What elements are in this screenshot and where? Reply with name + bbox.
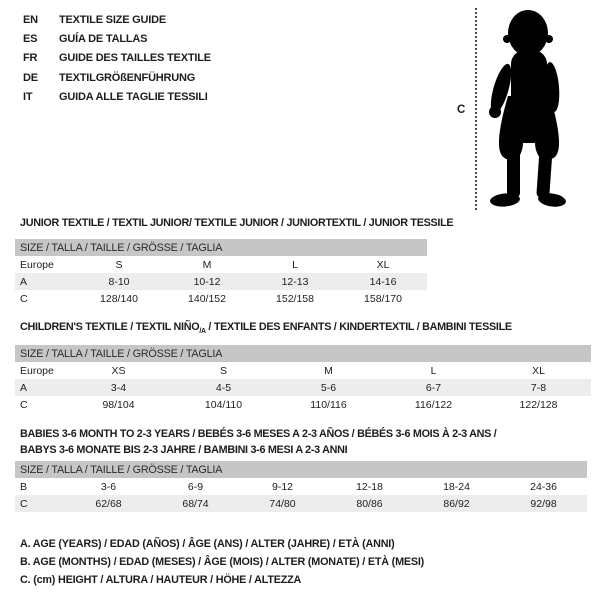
height-cell: 116/122 bbox=[414, 398, 453, 411]
junior-table-title: JUNIOR TEXTILE / TEXTIL JUNIOR/ TEXTILE JUNIOR / JUNIORTEXTIL / JUNIOR TESSILE bbox=[20, 217, 454, 229]
table-row bbox=[15, 379, 591, 396]
height-cell: 110/116 bbox=[310, 398, 347, 411]
row-label: A bbox=[20, 275, 28, 288]
note-height-cm: C. (cm) HEIGHT / ALTURA / HAUTEUR / HÖHE / ALTEZZA bbox=[20, 574, 302, 587]
age-cell: 9-12 bbox=[271, 480, 293, 493]
height-cell: 86/92 bbox=[443, 497, 470, 510]
children-size-table bbox=[15, 345, 591, 413]
age-cell: 24-36 bbox=[530, 480, 557, 493]
language-code: IT bbox=[23, 91, 33, 104]
size-cell: S bbox=[219, 364, 227, 377]
age-cell: 7-8 bbox=[530, 381, 547, 394]
height-dotted-line bbox=[475, 8, 477, 210]
age-cell: 6-9 bbox=[187, 480, 204, 493]
height-cell: 128/140 bbox=[100, 292, 138, 305]
size-cell: M bbox=[202, 258, 212, 271]
table-row bbox=[15, 478, 587, 495]
age-cell: 18-24 bbox=[443, 480, 470, 493]
height-cell: 140/152 bbox=[188, 292, 226, 305]
age-cell: 8-10 bbox=[108, 275, 130, 288]
size-header: SIZE / TALLA / TAILLE / GRÖSSE / TAGLIA bbox=[15, 345, 591, 362]
size-cell: XL bbox=[376, 258, 390, 271]
row-label: Europe bbox=[20, 364, 54, 377]
size-cell: XL bbox=[532, 364, 545, 377]
row-label: C bbox=[20, 497, 28, 510]
note-age-years: A. AGE (YEARS) / EDAD (AÑOS) / ÂGE (ANS) / ALTER (JAHRE) / ETÀ (ANNI) bbox=[20, 538, 395, 550]
size-header: SIZE / TALLA / TAILLE / GRÖSSE / TAGLIA bbox=[15, 461, 587, 478]
height-cell: 122/128 bbox=[519, 398, 558, 411]
row-label: C bbox=[20, 292, 28, 305]
language-row bbox=[23, 29, 211, 48]
language-code: EN bbox=[23, 13, 38, 26]
height-cell: 74/80 bbox=[269, 497, 296, 510]
row-label: A bbox=[20, 381, 28, 394]
age-cell: 5-6 bbox=[320, 381, 337, 394]
language-code: FR bbox=[23, 52, 38, 65]
table-row bbox=[15, 362, 591, 379]
age-cell: 3-4 bbox=[110, 381, 127, 394]
age-cell: 12-18 bbox=[356, 480, 383, 493]
children-title-pre: CHILDREN'S TEXTILE / TEXTIL NIÑO bbox=[20, 321, 200, 333]
guide-title-es: GUÍA DE TALLAS bbox=[59, 33, 148, 46]
height-measure-label: C bbox=[457, 104, 466, 116]
age-cell: 12-13 bbox=[281, 275, 309, 288]
table-row bbox=[15, 396, 591, 413]
language-code: DE bbox=[23, 71, 38, 84]
row-label: B bbox=[20, 480, 28, 493]
row-label: C bbox=[20, 398, 28, 411]
size-cell: M bbox=[324, 364, 333, 377]
guide-title-it: GUIDA ALLE TAGLIE TESSILI bbox=[59, 91, 208, 104]
guide-title-en: TEXTILE SIZE GUIDE bbox=[59, 13, 167, 26]
table-row bbox=[15, 290, 427, 307]
babies-size-table bbox=[15, 461, 587, 512]
guide-title-fr: GUIDE DES TAILLES TEXTILE bbox=[59, 52, 211, 65]
size-cell: L bbox=[430, 364, 437, 377]
height-cell: 92/98 bbox=[530, 497, 557, 510]
size-cell: S bbox=[115, 258, 123, 271]
language-row bbox=[23, 88, 211, 107]
children-table-title bbox=[20, 321, 512, 335]
size-cell: L bbox=[292, 258, 298, 271]
legend-notes bbox=[20, 535, 424, 590]
height-cell: 68/74 bbox=[182, 497, 209, 510]
guide-title-de: TEXTILGRÖßENFÜHRUNG bbox=[59, 71, 196, 84]
note-age-months: B. AGE (MONTHS) / EDAD (MESES) / ÂGE (MOIS) / ALTER (MONATE) / ETÀ (MESI) bbox=[20, 556, 425, 569]
age-cell: 10-12 bbox=[193, 275, 221, 288]
age-cell: 4-5 bbox=[215, 381, 232, 394]
age-cell: 3-6 bbox=[100, 480, 117, 493]
junior-size-table bbox=[15, 239, 427, 307]
table-row bbox=[15, 495, 587, 512]
children-title-sub: /A bbox=[199, 328, 206, 336]
height-cell: 62/68 bbox=[95, 497, 122, 510]
table-row bbox=[15, 273, 427, 290]
language-row bbox=[23, 68, 211, 87]
height-cell: 80/86 bbox=[356, 497, 383, 510]
babies-table-title bbox=[20, 426, 496, 458]
language-row bbox=[23, 49, 211, 68]
language-title-list bbox=[23, 10, 211, 107]
row-label: Europe bbox=[20, 258, 54, 271]
table-row bbox=[15, 256, 427, 273]
size-cell: XS bbox=[111, 364, 126, 377]
babies-title-line-1: BABIES 3-6 MONTH TO 2-3 YEARS / BEBÉS 3-6 MESES A 2-3 AÑOS / BÉBÉS 3-6 MOIS À 2-3 ANS / bbox=[20, 428, 497, 440]
age-cell: 14-16 bbox=[369, 275, 397, 288]
language-row bbox=[23, 10, 211, 29]
height-cell: 158/170 bbox=[364, 292, 402, 305]
age-cell: 6-7 bbox=[425, 381, 442, 394]
children-title-post: / TEXTILE DES ENFANTS / KINDERTEXTIL / BAMBINI TESSILE bbox=[205, 321, 512, 333]
language-code: ES bbox=[23, 33, 38, 46]
babies-title-line-2: BABYS 3-6 MONATE BIS 2-3 JAHRE / BAMBINI 3-6 MESI A 2-3 ANNI bbox=[20, 444, 348, 456]
height-cell: 98/104 bbox=[102, 398, 135, 411]
toddler-silhouette-icon bbox=[486, 8, 572, 208]
size-header: SIZE / TALLA / TAILLE / GRÖSSE / TAGLIA bbox=[15, 239, 427, 256]
height-cell: 152/158 bbox=[276, 292, 314, 305]
height-cell: 104/110 bbox=[204, 398, 243, 411]
